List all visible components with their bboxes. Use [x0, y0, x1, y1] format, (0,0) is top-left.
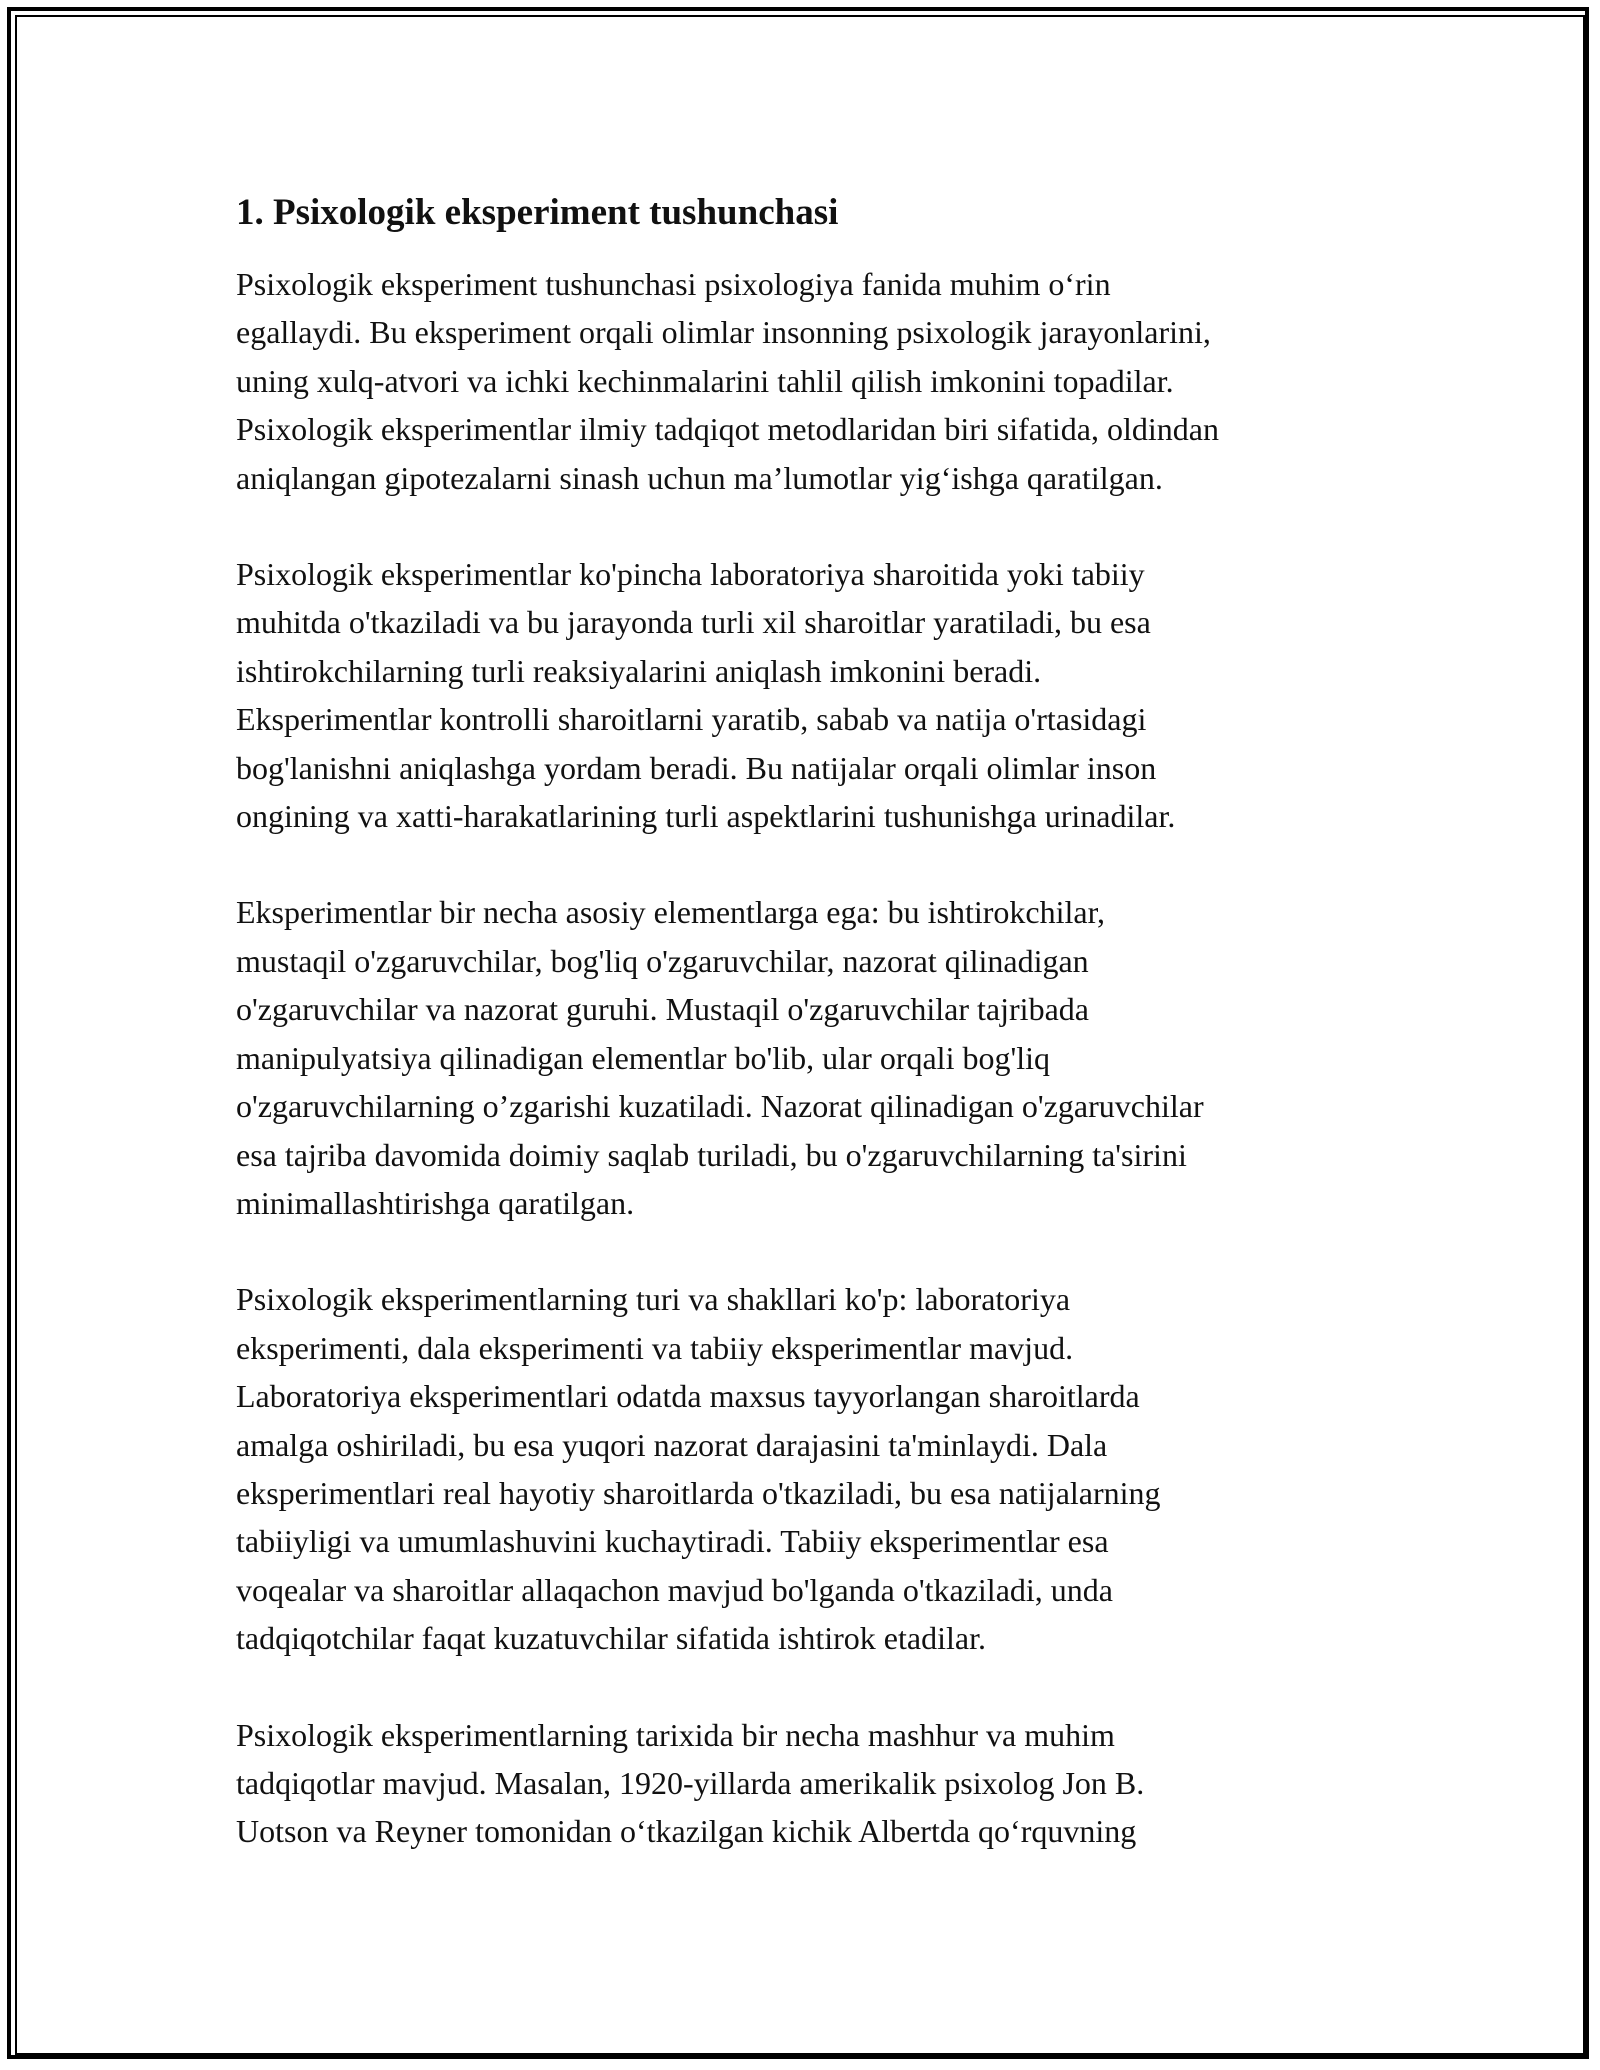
text-line: Psixologik eksperimentlarning turi va shakllari ko'p: laboratoriya: [236, 1281, 1071, 1318]
text-line: ongining va xatti-harakatlarining turli aspektlarini tushunishga urinadilar.: [236, 798, 1176, 835]
text-line: eksperimenti, dala eksperimenti va tabiiy eksperimentlar mavjud.: [236, 1329, 1074, 1366]
text-line: bog'lanishni aniqlashga yordam beradi. Bu natijalar orqali olimlar inson: [236, 749, 1157, 786]
text-line: tabiiyligi va umumlashuvini kuchaytiradi. Tabiiy eksperimentlar esa: [236, 1523, 1109, 1560]
document-body: [236, 188, 1376, 1856]
text-line: o'zgaruvchilarning o’zgarishi kuzatiladi. Nazorat qilinadigan o'zgaruvchilar: [236, 1088, 1204, 1125]
text-line: Eksperimentlar bir necha asosiy elementlarga ega: bu ishtirokchilar,: [236, 894, 1105, 931]
text-line: Laboratoriya eksperimentlari odatda maxsus tayyorlangan sharoitlarda: [236, 1378, 1140, 1415]
text-line: Uotson va Reyner tomonidan o‘tkazilgan kichik Albertda qo‘rquvning: [236, 1813, 1137, 1850]
text-line: aniqlangan gipotezalarni sinash uchun ma’lumotlar yig‘ishga qaratilgan.: [236, 459, 1163, 496]
text-line: esa tajriba davomida doimiy saqlab turiladi, bu o'zgaruvchilarning ta'sirini: [236, 1136, 1187, 1173]
text-line: ishtirokchilarning turli reaksiyalarini aniqlash imkonini beradi.: [236, 652, 1042, 689]
paragraph-5: [236, 1711, 1376, 1856]
text-line: muhitda o'tkaziladi va bu jarayonda turli xil sharoitlar yaratiladi, bu esa: [236, 604, 1151, 641]
text-line: Psixologik eksperimentlar ilmiy tadqiqot metodlaridan biri sifatida, oldindan: [236, 411, 1219, 448]
text-line: Eksperimentlar kontrolli sharoitlarni yaratib, sabab va natija o'rtasidagi: [236, 701, 1147, 738]
paragraph-4: [236, 1275, 1376, 1662]
text-line: manipulyatsiya qilinadigan elementlar bo'lib, ular orqali bog'liq: [236, 1039, 1050, 1076]
text-line: mustaqil o'zgaruvchilar, bog'liq o'zgaruvchilar, nazorat qilinadigan: [236, 942, 1089, 979]
text-line: Psixologik eksperimentlarning tarixida bir necha mashhur va muhim: [236, 1716, 1115, 1753]
text-line: uning xulq-atvori va ichki kechinmalarini tahlil qilish imkonini topadilar.: [236, 362, 1174, 399]
text-line: Psixologik eksperiment tushunchasi psixologiya fanida muhim o‘rin: [236, 266, 1111, 302]
paragraph-3: [236, 888, 1376, 1227]
section-heading: 1. Psixologik eksperiment tushunchasi: [236, 192, 839, 233]
text-line: tadqiqotlar mavjud. Masalan, 1920-yillarda amerikalik psixolog Jon B.: [236, 1764, 1145, 1801]
text-line: tadqiqotchilar faqat kuzatuvchilar sifatida ishtirok etadilar.: [236, 1620, 986, 1657]
text-line: Psixologik eksperimentlar ko'pincha laboratoriya sharoitida yoki tabiiy: [236, 556, 1145, 593]
paragraph-2: [236, 550, 1376, 840]
text-line: o'zgaruvchilar va nazorat guruhi. Mustaqil o'zgaruvchilar tajribada: [236, 991, 1089, 1028]
paragraph-1: [236, 260, 1376, 502]
text-line: minimallashtirishga qaratilgan.: [236, 1184, 635, 1221]
text-line: amalga oshiriladi, bu esa yuqori nazorat darajasini ta'minlaydi. Dala: [236, 1426, 1108, 1463]
text-line: egallaydi. Bu eksperiment orqali olimlar insonning psixologik jarayonlarini,: [236, 314, 1211, 351]
text-line: voqealar va sharoitlar allaqachon mavjud bo'lganda o'tkaziladi, unda: [236, 1571, 1113, 1608]
text-line: eksperimentlari real hayotiy sharoitlarda o'tkaziladi, bu esa natijalarning: [236, 1474, 1161, 1511]
